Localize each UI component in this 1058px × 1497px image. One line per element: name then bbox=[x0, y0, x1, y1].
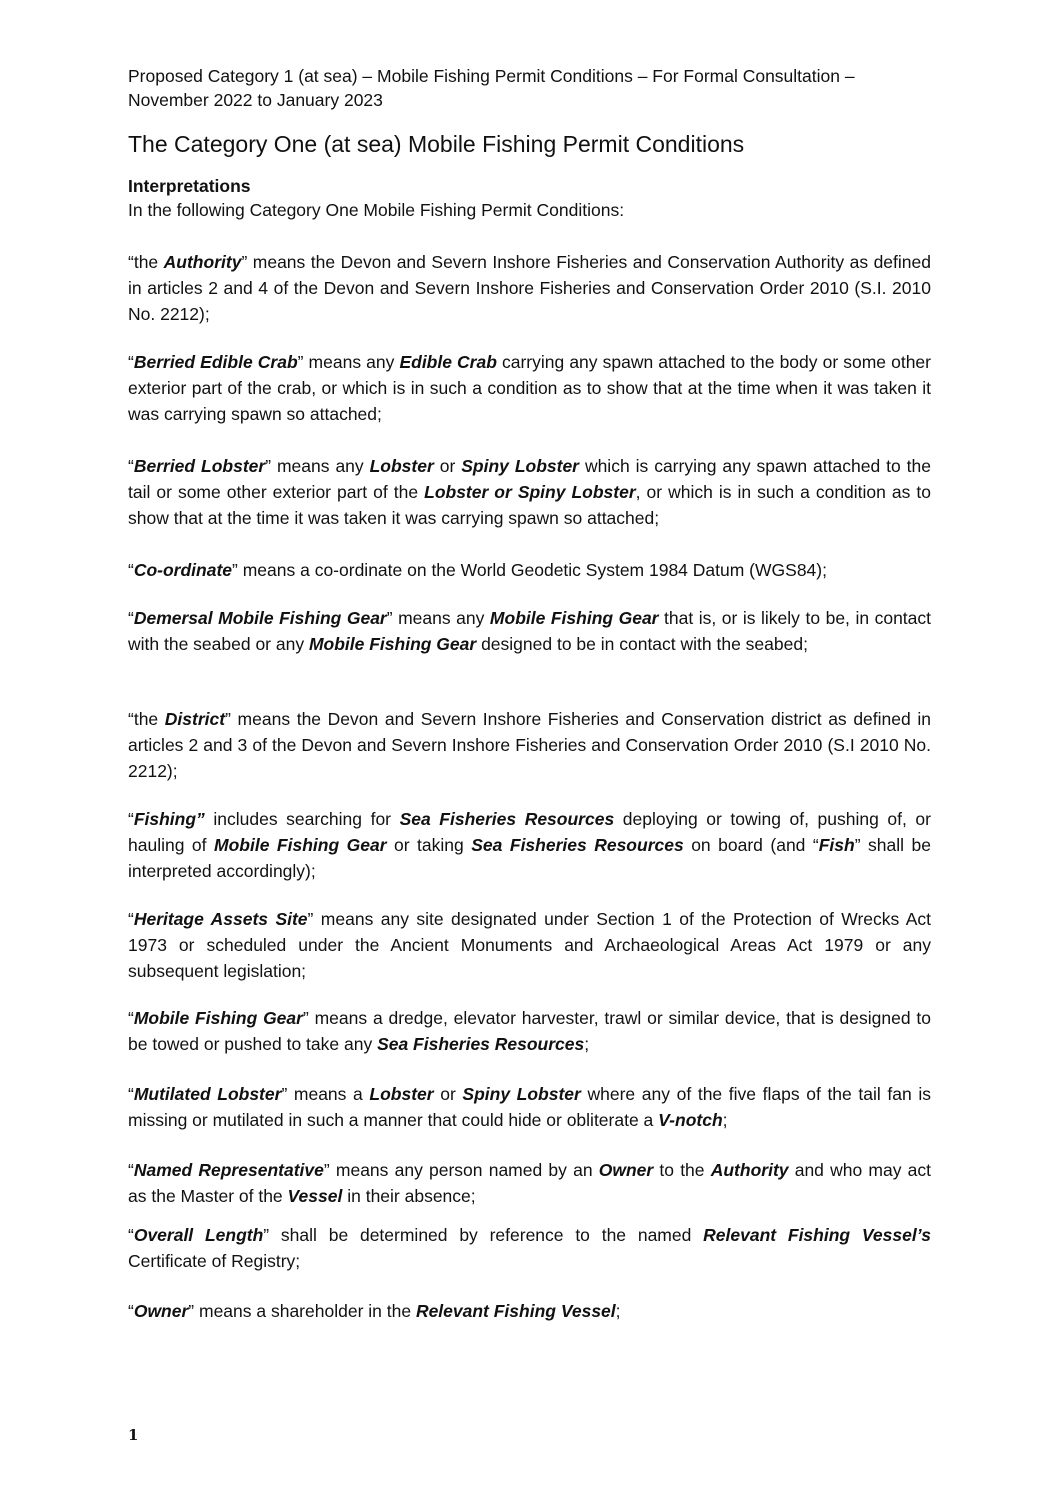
page-number: 1 bbox=[128, 1426, 139, 1444]
definition-mobile-fishing-gear: “Mobile Fishing Gear” means a dredge, elevator harvester, trawl or similar device, that is designed to be towed or pushed to take any Sea Fisheries Resources; bbox=[128, 1008, 931, 1054]
definition-demersal-mobile-fishing-gear: “Demersal Mobile Fishing Gear” means any Mobile Fishing Gear that is, or is likely to be, in contact with the seabed or any Mobile Fishing Gear designed to be in contact with the seabed; bbox=[128, 608, 932, 654]
definition-fishing: “Fishing” includes searching for Sea Fisheries Resources deploying or towing of, pushing of, or hauling of Mobile Fishing Gear or taking Sea Fisheries Resources on board (and “Fish” shall be interpreted accordingly); bbox=[128, 809, 931, 881]
definition-berried-edible-crab: “Berried Edible Crab” means any Edible Crab carrying any spawn attached to the body or some other exterior part of the crab, or which is in such a condition as to show that at the time when it was taken it was carrying spawn so attached; bbox=[128, 352, 931, 424]
definition-authority: “the Authority” means the Devon and Severn Inshore Fisheries and Conservation Authority as defined in articles 2 and 4 of the Devon and Severn Inshore Fisheries and Conservation Order 2010 (S.I. 2010 No. 2212); bbox=[128, 252, 931, 324]
definition-coordinate: “Co-ordinate” means a co-ordinate on the World Geodetic System 1984 Datum (WGS84); bbox=[128, 560, 827, 580]
document-title: The Category One (at sea) Mobile Fishing Permit Conditions bbox=[128, 131, 745, 157]
running-header: Proposed Category 1 (at sea) – Mobile Fishing Permit Conditions – For Formal Consultation – November 2022 to January 2023 bbox=[128, 66, 855, 110]
interpretations-intro: In the following Category One Mobile Fishing Permit Conditions: bbox=[128, 200, 625, 220]
definition-berried-lobster: “Berried Lobster” means any Lobster or Spiny Lobster which is carrying any spawn attached to the tail or some other exterior part of the Lobster or Spiny Lobster, or which is in such a condition as to show that at the time it was taken it was carrying spawn so attached; bbox=[128, 456, 931, 528]
definition-owner: “Owner” means a shareholder in the Relevant Fishing Vessel; bbox=[128, 1301, 621, 1321]
definition-overall-length: “Overall Length” shall be determined by reference to the named Relevant Fishing Vessel’s Certificate of Registry; bbox=[128, 1225, 931, 1271]
interpretations-heading: Interpretations bbox=[128, 176, 251, 196]
definition-mutilated-lobster: “Mutilated Lobster” means a Lobster or Spiny Lobster where any of the five flaps of the tail fan is missing or mutilated in such a manner that could hide or obliterate a V-notch; bbox=[128, 1084, 931, 1130]
definition-heritage-assets-site: “Heritage Assets Site” means any site designated under Section 1 of the Protection of Wrecks Act 1973 or scheduled under the Ancient Monuments and Archaeological Areas Act 1979 or any subsequent legislation; bbox=[128, 909, 931, 981]
definition-district: “the District” means the Devon and Severn Inshore Fisheries and Conservation district as defined in articles 2 and 3 of the Devon and Severn Inshore Fisheries and Conservation Order 2010 (S.I 2010 No. 2212); bbox=[128, 709, 931, 781]
definition-named-representative: “Named Representative” means any person named by an Owner to the Authority and who may act as the Master of the Vessel in their absence; bbox=[128, 1160, 931, 1206]
